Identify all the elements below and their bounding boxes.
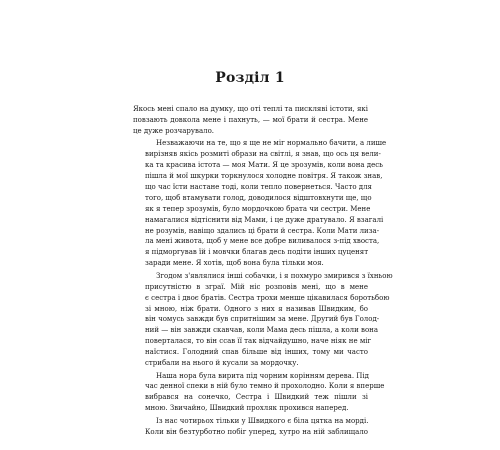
text-line: що час їсти настане тоді, коли тепло повернеться. Часто для — [145, 182, 372, 191]
text-line: вирізняв якісь розмиті образи на світлі, я знав, що ось ця вели- — [145, 150, 381, 159]
text-line: мною. Звичайно, Швидкий прохляк прохився наперед. — [145, 404, 349, 413]
chapter-body — [133, 104, 393, 439]
text-line: я підморгував їй і мовчки благав десь подіти інших цуценят — [145, 248, 369, 257]
text-line: того, щоб втамувати голод, доводилося відштовхнути ще, що — [145, 193, 372, 202]
text-line: заради мене. Я хотів, щоб вона була тільки моя. — [145, 259, 324, 268]
text-line: Із нас чотирьох тільки у Швидкого є біла цятка на морді. — [156, 416, 369, 425]
text-line: ний — він завжди скавчав, коли Мама десь пішла, а коли вона — [145, 326, 379, 335]
paragraph — [133, 271, 393, 369]
text-line: Коли він безтурботно побіг уперед, хутро на ній заблищало — [145, 427, 368, 436]
text-line: вибрався на сонечко, Сестра і Швидкий теж пішли зі — [145, 393, 368, 402]
text-line: час денної спеки в ній було темно й прохолодно. Коли я вперше — [145, 382, 385, 391]
text-line: Якось мені спало на думку, що оті теплі та пискляві істоти, які — [133, 105, 368, 113]
text-line: повзають довкола мене і пахнуть, — мої брати й сестра. Мене — [133, 115, 368, 124]
paragraph — [133, 104, 368, 137]
text-line: зі мною, ніж брати. Одного з них я називав Швидким, бо — [145, 304, 368, 313]
text-line: пішла й мої шкурки торкнулося холодне повітря. Я також знав, — [145, 172, 383, 181]
text-line: наїстися. Голодний спав більше від інших, тому ми часто — [145, 348, 368, 357]
text-line: поверталася, то він ссав її так відчайдушно, наче ніяк не міг — [145, 337, 372, 346]
text-line: Незважаючи на те, що я ще не міг нормально бачити, а лише — [156, 139, 387, 148]
text-line: Наша нора була вирита під чорним корінням дерева. Під — [156, 371, 369, 380]
text-line: стрибали на нього й кусали за мордочку. — [145, 359, 299, 368]
text-line: намагалися відтіснити від Мами, і це дуже дратувало. Я взагалі — [145, 215, 384, 224]
paragraph — [133, 371, 385, 415]
text-line: не розумів, навіщо здались ці брати й сестра. Коли Мати лиза- — [145, 226, 380, 235]
text-line: ка та красива істота — моя Мати. Я це зрозумів, коли вона десь — [145, 161, 383, 170]
text-line: ла мені живота, щоб у мене все добре виливалося з-під хвоста, — [145, 237, 380, 246]
text-line: як я тепер зрозумів, було мордочкою брата чи сестри. Мене — [145, 204, 371, 213]
chapter-title: Розділ 1 — [215, 70, 285, 86]
text-line: присутністю в зграї. Мій ніс розповів мені, що в мене — [145, 282, 368, 291]
text-line: Згодом з'являлися інші собачки, і я похмуро змирився з їхньою — [156, 271, 393, 280]
paragraph — [133, 416, 368, 438]
text-line: він чомусь завжди був спритнішим за мене. Другий був Голод- — [145, 315, 380, 324]
text-line: це дуже розчарувало. — [133, 126, 215, 135]
paragraph — [133, 138, 387, 269]
text-line: є сестра і двоє братів. Сестра трохи менше цікавилася боротьбою — [145, 293, 390, 302]
